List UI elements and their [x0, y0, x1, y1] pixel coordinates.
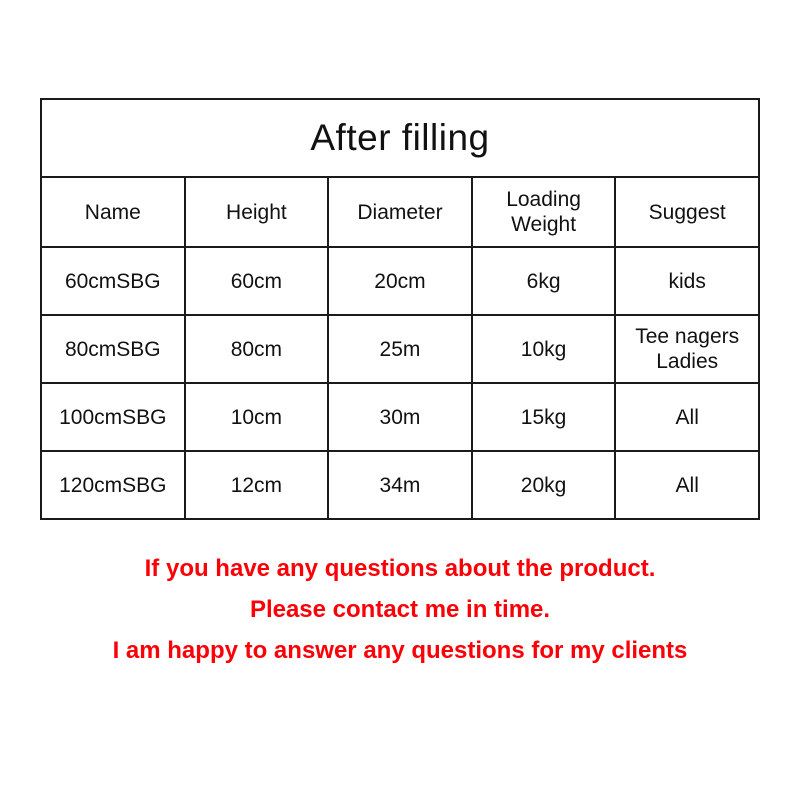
cell-name: 60cmSBG — [41, 247, 185, 315]
cell-loading-weight: 20kg — [472, 451, 616, 519]
cell-height: 60cm — [185, 247, 329, 315]
cell-height: 12cm — [185, 451, 329, 519]
cell-suggest-line1: All — [675, 473, 699, 497]
cell-height: 10cm — [185, 383, 329, 451]
column-header-diameter: Diameter — [328, 177, 472, 247]
notice-line-3: I am happy to answer any questions for my clients — [112, 637, 688, 664]
cell-suggest-line1: All — [675, 405, 699, 429]
cell-diameter: 25m — [328, 315, 472, 383]
cell-diameter: 30m — [328, 383, 472, 451]
cell-suggest — [615, 247, 759, 315]
cell-loading-weight: 6kg — [472, 247, 616, 315]
table-title: After filling — [41, 99, 759, 177]
table-row — [41, 383, 759, 451]
specification-table-container — [40, 98, 760, 520]
cell-suggest-line2: Ladies — [656, 350, 719, 373]
cell-suggest-line1: Tee nagers — [635, 325, 740, 348]
column-header-loading-weight — [472, 177, 616, 247]
cell-loading-weight: 15kg — [472, 383, 616, 451]
cell-diameter: 34m — [328, 451, 472, 519]
column-header-height: Height — [185, 177, 329, 247]
table-row — [41, 451, 759, 519]
contact-notice — [0, 548, 800, 671]
column-header-name: Name — [41, 177, 185, 247]
cell-height: 80cm — [185, 315, 329, 383]
table-title-row — [41, 99, 759, 177]
cell-suggest — [615, 315, 759, 383]
notice-line-1: If you have any questions about the product. — [144, 555, 656, 582]
column-header-suggest: Suggest — [615, 177, 759, 247]
specification-table — [40, 98, 760, 520]
notice-line-2: Please contact me in time. — [249, 596, 551, 623]
cell-name: 80cmSBG — [41, 315, 185, 383]
table-row — [41, 315, 759, 383]
cell-suggest-line1: kids — [668, 269, 706, 293]
column-header-loading-weight-line2: Weight — [511, 213, 577, 236]
table-row — [41, 247, 759, 315]
cell-loading-weight: 10kg — [472, 315, 616, 383]
cell-diameter: 20cm — [328, 247, 472, 315]
cell-suggest — [615, 451, 759, 519]
table-header-row — [41, 177, 759, 247]
cell-suggest — [615, 383, 759, 451]
cell-name: 100cmSBG — [41, 383, 185, 451]
cell-name: 120cmSBG — [41, 451, 185, 519]
column-header-loading-weight-line1: Loading — [506, 188, 581, 211]
